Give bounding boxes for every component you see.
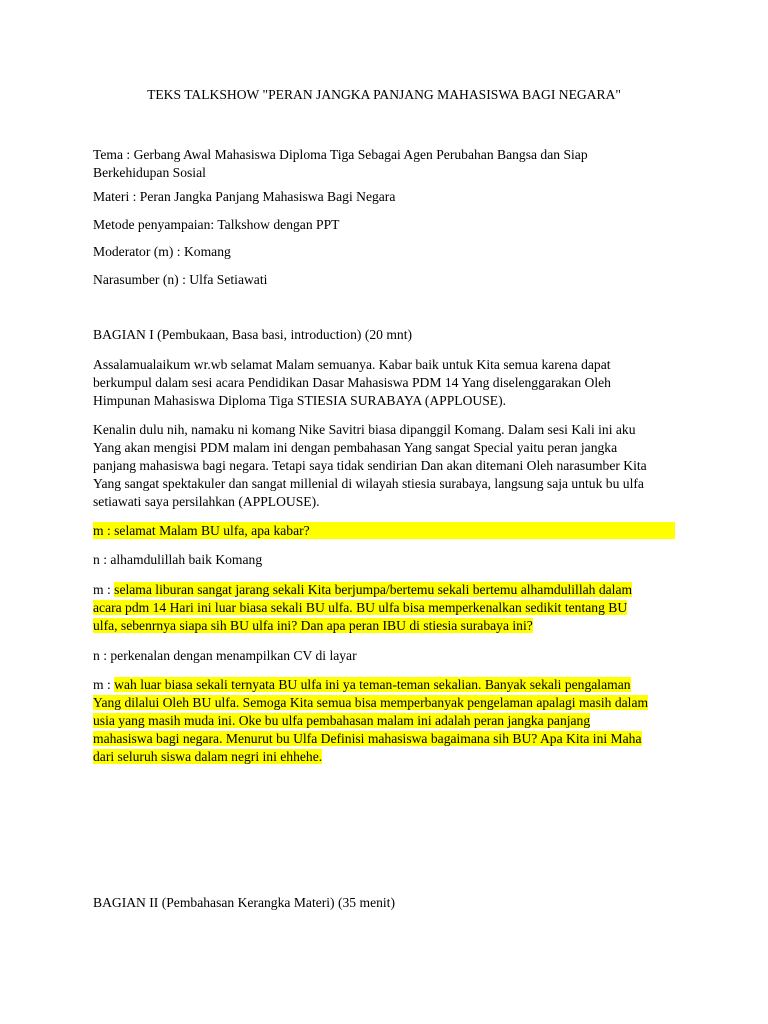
bagian-1-heading: BAGIAN I (Pembukaan, Basa basi, introduction) (20 mnt) (93, 327, 413, 342)
intro-line-2: Yang akan mengisi PDM malam ini dengan pembahasan Yang sangat Special yaitu peran jangka (93, 440, 618, 455)
highlighted-text: ulfa, sebenrnya siapa sih BU ulfa ini? Dan apa peran IBU di stiesia surabaya ini? (93, 618, 533, 633)
intro-line-4: Yang sangat spektakuler dan sangat millenial di wilayah stiesia surabaya, langsung saja untuk bu ulfa (93, 476, 644, 491)
speaker-prefix: m : (93, 677, 115, 692)
intro-paragraph (93, 421, 693, 511)
intro-line-5: setiawati saya persilahkan (APPLOUSE). (93, 494, 320, 509)
speaker-prefix: m : (93, 582, 115, 597)
dialog-moderator-greeting: m : selamat Malam BU ulfa, apa kabar? (93, 523, 310, 538)
highlighted-text: Yang dilalui Oleh BU ulfa. Semoga Kita semua bisa memperbanyak pengelaman apalagi masih dalam (93, 695, 649, 710)
narasumber-text: Narasumber (n) : Ulfa Setiawati (93, 272, 268, 287)
dialog-narasumber-reply: n : alhamdulillah baik Komang (93, 552, 263, 567)
intro-line-3: panjang mahasiswa bagi negara. Tetapi saya tidak sendirian Dan akan ditemani Oleh narasumber Kita (93, 458, 647, 473)
highlighted-text: usia yang masih muda ini. Oke bu ulfa pembahasan malam ini adalah peran jangka panjang (93, 713, 591, 728)
tema-line-2: Berkehidupan Sosial (93, 165, 206, 180)
tema-text (93, 146, 693, 182)
dialog-line (93, 730, 693, 748)
opening-line-1: Assalamualaikum wr.wb selamat Malam semuanya. Kabar baik untuk Kita semua karena dapat (93, 357, 611, 372)
bagian-2-heading: BAGIAN II (Pembahasan Kerangka Materi) (35 menit) (93, 895, 395, 910)
opening-line-2: berkumpul dalam sesi acara Pendidikan Dasar Mahasiswa PDM 14 Yang diselenggarakan Oleh (93, 375, 611, 390)
dialog-line (93, 694, 693, 712)
highlighted-text: mahasiswa bagi negara. Menurut bu Ulfa Definisi mahasiswa bagaimana sih BU? Apa Kita ini Maha (93, 731, 642, 746)
dialog-line (93, 599, 693, 617)
dialog-line (93, 617, 693, 635)
opening-line-3: Himpunan Mahasiswa Diploma Tiga STIESIA SURABAYA (APPLOUSE). (93, 393, 507, 408)
dialog-narasumber-cv: n : perkenalan dengan menampilkan CV di layar (93, 648, 357, 663)
document-title: TEKS TALKSHOW "PERAN JANGKA PANJANG MAHASISWA BAGI NEGARA" (147, 87, 621, 102)
moderator-text: Moderator (m) : Komang (93, 244, 231, 259)
tema-line-1: Tema : Gerbang Awal Mahasiswa Diploma Tiga Sebagai Agen Perubahan Bangsa dan Siap (93, 147, 588, 162)
dialog-line (93, 676, 693, 694)
highlighted-text: acara pdm 14 Hari ini luar biasa sekali BU ulfa. BU ulfa bisa memperkenalkan sedikit tentang BU (93, 600, 628, 615)
metode-text: Metode penyampaian: Talkshow dengan PPT (93, 217, 340, 232)
dialog-moderator-definition (93, 676, 693, 766)
dialog-line (93, 581, 693, 599)
dialog-line (93, 712, 693, 730)
highlighted-text: selama liburan sangat jarang sekali Kita berjumpa/bertemu sekali bertemu alhamdulillah dalam (114, 582, 633, 597)
dialog-moderator-question (93, 581, 693, 635)
highlighted-text: dari seluruh siswa dalam negri ini ehhehe. (93, 749, 323, 764)
highlighted-text: wah luar biasa sekali ternyata BU ulfa ini ya teman-teman sekalian. Banyak sekali pengalaman (114, 677, 631, 692)
dialog-line (93, 748, 693, 766)
materi-text: Materi : Peran Jangka Panjang Mahasiswa Bagi Negara (93, 189, 396, 204)
opening-paragraph (93, 356, 693, 410)
intro-line-1: Kenalin dulu nih, namaku ni komang Nike Savitri biasa dipanggil Komang. Dalam sesi Kali ini aku (93, 422, 636, 437)
